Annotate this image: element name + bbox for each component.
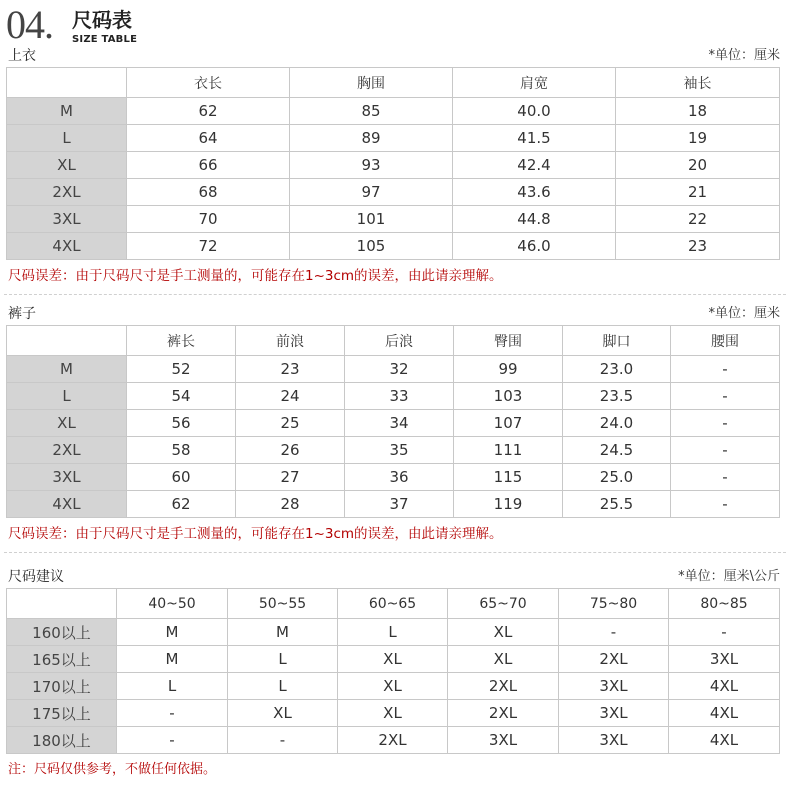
- table-cell: L: [338, 619, 448, 646]
- column-header: 前浪: [236, 326, 345, 356]
- table-cell: 41.5: [453, 125, 616, 152]
- top-table-unit: *单位：厘米: [708, 48, 780, 63]
- table-cell: 35: [345, 437, 454, 464]
- table-cell: 18: [616, 98, 780, 125]
- size-label: XL: [7, 410, 127, 437]
- table-cell: 85: [290, 98, 453, 125]
- table-row: [7, 179, 780, 206]
- table-cell: XL: [228, 700, 338, 727]
- table-cell: 60: [127, 464, 236, 491]
- table-cell: 44.8: [453, 206, 616, 233]
- table-cell: 2XL: [448, 700, 559, 727]
- size-label: L: [7, 125, 127, 152]
- size-label: 4XL: [7, 491, 127, 518]
- table-row: [7, 437, 780, 464]
- table-cell: 105: [290, 233, 453, 260]
- height-label: 180以上: [7, 727, 117, 754]
- table-row: [7, 152, 780, 179]
- column-header: 65~70: [448, 589, 559, 619]
- table-cell: 37: [345, 491, 454, 518]
- column-header: 袖长: [616, 68, 780, 98]
- column-header: 胸围: [290, 68, 453, 98]
- table-cell: M: [117, 646, 228, 673]
- table-cell: -: [559, 619, 669, 646]
- table-cell: 89: [290, 125, 453, 152]
- table-cell: -: [228, 727, 338, 754]
- table-cell: 119: [454, 491, 563, 518]
- table-cell: 101: [290, 206, 453, 233]
- column-header: 后浪: [345, 326, 454, 356]
- column-header: 腰围: [671, 326, 780, 356]
- column-header: 50~55: [228, 589, 338, 619]
- table-cell: -: [117, 727, 228, 754]
- table-row: [7, 727, 780, 754]
- top-table-note: 尺码误差：由于尺码尺寸是手工测量的，可能存在1~3cm的误差，由此请亲理解。: [8, 268, 503, 284]
- table-cell: 2XL: [448, 673, 559, 700]
- table-cell: 3XL: [448, 727, 559, 754]
- table-row: [7, 125, 780, 152]
- table-cell: 23.5: [563, 383, 671, 410]
- column-header: 臀围: [454, 326, 563, 356]
- table-cell: 25: [236, 410, 345, 437]
- table-cell: 24.0: [563, 410, 671, 437]
- table-cell: -: [671, 356, 780, 383]
- table-row: [7, 356, 780, 383]
- table-cell: 93: [290, 152, 453, 179]
- top-size-table: [6, 67, 780, 260]
- table-cell: 25.0: [563, 464, 671, 491]
- page-title: 尺码表: [72, 8, 132, 32]
- suggest-table-note: 注：尺码仅供参考，不做任何依据。: [8, 762, 217, 777]
- section-divider: [4, 294, 786, 295]
- table-cell: L: [117, 673, 228, 700]
- table-cell: 32: [345, 356, 454, 383]
- table-cell: 22: [616, 206, 780, 233]
- size-label: XL: [7, 152, 127, 179]
- table-cell: 2XL: [338, 727, 448, 754]
- section-divider: [4, 552, 786, 553]
- top-table-title: 上衣: [8, 48, 36, 64]
- table-row: [7, 464, 780, 491]
- table-corner-cell: [7, 68, 127, 98]
- size-label: L: [7, 383, 127, 410]
- table-cell: 70: [127, 206, 290, 233]
- table-cell: 20: [616, 152, 780, 179]
- table-row: [7, 491, 780, 518]
- table-cell: 97: [290, 179, 453, 206]
- table-cell: 58: [127, 437, 236, 464]
- table-row: [7, 619, 780, 646]
- section-number: 04.: [6, 2, 53, 47]
- table-cell: 3XL: [559, 673, 669, 700]
- table-cell: 2XL: [559, 646, 669, 673]
- size-label: 2XL: [7, 437, 127, 464]
- table-cell: 42.4: [453, 152, 616, 179]
- table-cell: XL: [448, 646, 559, 673]
- table-cell: -: [669, 619, 780, 646]
- table-cell: 33: [345, 383, 454, 410]
- size-label: M: [7, 356, 127, 383]
- height-label: 170以上: [7, 673, 117, 700]
- table-cell: XL: [338, 700, 448, 727]
- suggest-table-title: 尺码建议: [8, 569, 64, 585]
- table-cell: -: [671, 464, 780, 491]
- table-row: [7, 98, 780, 125]
- table-cell: 23: [236, 356, 345, 383]
- table-cell: 62: [127, 491, 236, 518]
- table-cell: 28: [236, 491, 345, 518]
- table-cell: XL: [448, 619, 559, 646]
- table-cell: 72: [127, 233, 290, 260]
- page-subtitle: SIZE TABLE: [72, 34, 138, 45]
- table-cell: 23: [616, 233, 780, 260]
- pants-table-unit: *单位：厘米: [708, 306, 780, 321]
- suggest-table-unit: *单位：厘米\公斤: [678, 569, 780, 584]
- table-cell: -: [117, 700, 228, 727]
- table-cell: 68: [127, 179, 290, 206]
- table-cell: 34: [345, 410, 454, 437]
- height-label: 175以上: [7, 700, 117, 727]
- table-row: [7, 383, 780, 410]
- table-cell: 111: [454, 437, 563, 464]
- table-cell: 3XL: [669, 646, 780, 673]
- table-cell: 26: [236, 437, 345, 464]
- table-header-row: [7, 589, 780, 619]
- table-cell: 21: [616, 179, 780, 206]
- table-header-row: [7, 68, 780, 98]
- table-corner-cell: [7, 589, 117, 619]
- table-cell: -: [671, 491, 780, 518]
- table-cell: -: [671, 383, 780, 410]
- table-cell: XL: [338, 673, 448, 700]
- table-cell: 4XL: [669, 673, 780, 700]
- table-cell: 4XL: [669, 700, 780, 727]
- table-cell: M: [228, 619, 338, 646]
- table-cell: 64: [127, 125, 290, 152]
- table-cell: 43.6: [453, 179, 616, 206]
- height-label: 165以上: [7, 646, 117, 673]
- table-cell: 107: [454, 410, 563, 437]
- table-cell: L: [228, 673, 338, 700]
- table-cell: 115: [454, 464, 563, 491]
- column-header: 衣长: [127, 68, 290, 98]
- table-cell: XL: [338, 646, 448, 673]
- table-cell: 4XL: [669, 727, 780, 754]
- table-row: [7, 646, 780, 673]
- table-corner-cell: [7, 326, 127, 356]
- size-label: M: [7, 98, 127, 125]
- table-row: [7, 700, 780, 727]
- table-row: [7, 233, 780, 260]
- table-cell: 24.5: [563, 437, 671, 464]
- table-cell: -: [671, 410, 780, 437]
- table-cell: 19: [616, 125, 780, 152]
- column-header: 裤长: [127, 326, 236, 356]
- table-row: [7, 206, 780, 233]
- table-row: [7, 673, 780, 700]
- table-cell: 103: [454, 383, 563, 410]
- table-cell: 52: [127, 356, 236, 383]
- table-cell: L: [228, 646, 338, 673]
- column-header: 40~50: [117, 589, 228, 619]
- column-header: 60~65: [338, 589, 448, 619]
- size-label: 3XL: [7, 464, 127, 491]
- table-cell: 46.0: [453, 233, 616, 260]
- table-cell: 54: [127, 383, 236, 410]
- table-cell: 56: [127, 410, 236, 437]
- size-label: 3XL: [7, 206, 127, 233]
- table-cell: M: [117, 619, 228, 646]
- size-label: 4XL: [7, 233, 127, 260]
- column-header: 肩宽: [453, 68, 616, 98]
- table-cell: 3XL: [559, 727, 669, 754]
- column-header: 80~85: [669, 589, 780, 619]
- table-cell: 27: [236, 464, 345, 491]
- pants-table-note: 尺码误差：由于尺码尺寸是手工测量的，可能存在1~3cm的误差，由此请亲理解。: [8, 526, 503, 542]
- height-label: 160以上: [7, 619, 117, 646]
- size-suggestion-table: [6, 588, 780, 754]
- table-cell: -: [671, 437, 780, 464]
- table-header-row: [7, 326, 780, 356]
- table-cell: 62: [127, 98, 290, 125]
- table-cell: 99: [454, 356, 563, 383]
- table-cell: 66: [127, 152, 290, 179]
- table-cell: 36: [345, 464, 454, 491]
- table-cell: 25.5: [563, 491, 671, 518]
- column-header: 75~80: [559, 589, 669, 619]
- pants-table-title: 裤子: [8, 306, 36, 322]
- size-label: 2XL: [7, 179, 127, 206]
- table-cell: 40.0: [453, 98, 616, 125]
- table-cell: 3XL: [559, 700, 669, 727]
- table-cell: 23.0: [563, 356, 671, 383]
- column-header: 脚口: [563, 326, 671, 356]
- table-row: [7, 410, 780, 437]
- table-cell: 24: [236, 383, 345, 410]
- pants-size-table: [6, 325, 780, 518]
